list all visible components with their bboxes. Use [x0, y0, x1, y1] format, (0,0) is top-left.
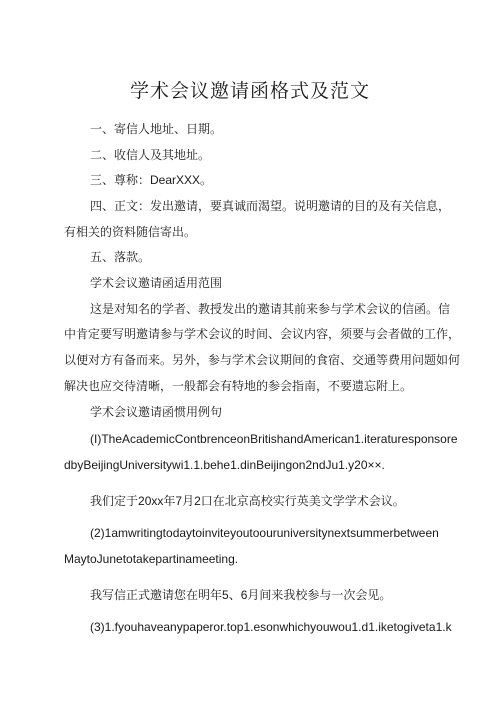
item-2: 二、收信人及其地址。: [90, 148, 211, 162]
item-4-line-2: 有相关的资料随信寄出。: [64, 225, 197, 239]
scope-heading: 学术会议邀请函适用范围: [90, 276, 223, 290]
example-1-chinese-part: 年: [163, 494, 176, 508]
example-1-chinese-part: 月: [182, 494, 195, 508]
example-1-english-line-1: (I)TheAcademicContbrenceonBritishandAmerican1.iteratures​ponsore: [90, 432, 458, 446]
example-2-chinese: [90, 588, 391, 603]
scope-paragraph-line-4: 解决也应交待清晰，一般都会有特地的参会指南，不要遗忘附上。: [64, 379, 413, 393]
scope-paragraph-line-1: 这是对知名的学者、教授发出的邀请其前来参与学术会议的信函。信: [90, 302, 451, 316]
item-3-suffix: 。: [200, 173, 213, 187]
example-2-chinese-part: 、: [228, 588, 241, 602]
example-1-month: 7: [175, 494, 183, 508]
page-title: 学术会议邀请函格式及范文: [129, 80, 370, 102]
example-1-chinese-part: 我们定于: [90, 494, 139, 508]
example-2-chinese-part: 月间来我校参与一次会见。: [247, 588, 392, 602]
item-5: 五、落款。: [90, 250, 151, 264]
item-4-line-1: 四、正文：发出邀请，要真诚而渴望。说明邀请的目的及有关信息，: [90, 199, 451, 213]
item-3-prefix: 三、尊称：: [90, 173, 151, 187]
example-2-chinese-part: 我写信正式邀请您在明年: [90, 588, 223, 602]
example-2-english-line-2: MaytoJunetotakepartinameeting.: [64, 552, 239, 566]
example-1-year: 20xx: [138, 494, 164, 508]
example-3-english-line-1: (3)1.fyouhaveanypaperor.top1.esonwhichyouwou1.d1.iketogiveta1.k: [90, 620, 452, 634]
example-1-chinese: [90, 494, 405, 509]
example-2-month-start: 5: [222, 588, 229, 602]
item-1: 一、寄信人地址、日期。: [90, 122, 223, 136]
examples-heading: 学术会议邀请函惯用例句: [90, 405, 223, 419]
scope-paragraph-line-3: 以便对方有备而来。另外，参与学术会议期间的食宿、交通等费用问题如何: [64, 353, 461, 367]
scope-paragraph-line-2: 中肯定要写明邀请参与学术会议的时间、会议内容，须要与会者做的工作，: [64, 327, 461, 341]
example-1-day: 2: [194, 494, 201, 508]
item-3: [90, 173, 212, 188]
example-2-english-line-1: (2)1amwritingtodaytoinviteyoutoouruniversitynextsummerbetween: [90, 526, 439, 540]
example-2-month-end: 6: [240, 588, 248, 602]
item-3-salutation: DearXXX: [150, 173, 201, 187]
example-1-english-line-2: dbyBeijingUniversitywi1.1.behe1.dinBeijingon2ndJu1.y20××.: [64, 458, 385, 472]
example-1-chinese-part: 口在北京高校实行英美文学学术会议。: [200, 494, 405, 508]
